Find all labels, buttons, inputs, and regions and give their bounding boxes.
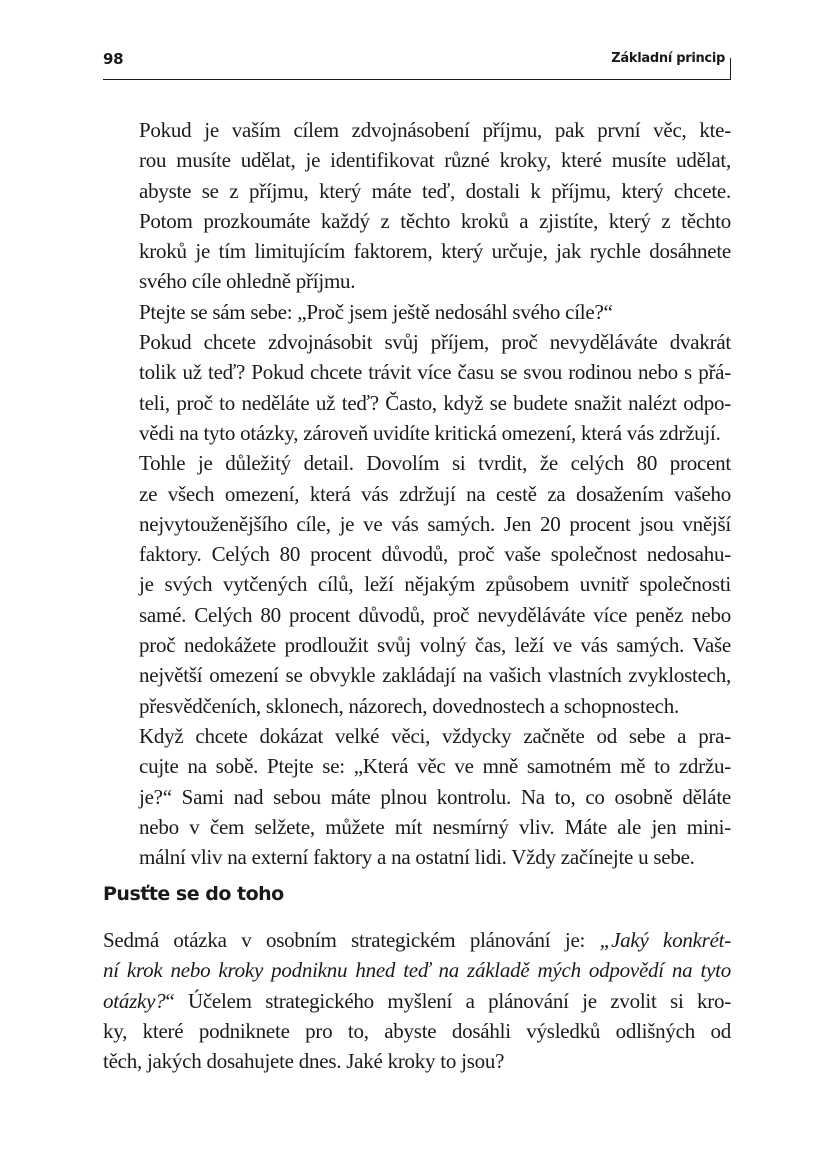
- header-corner-rule: [730, 58, 731, 80]
- running-title: Základní princip: [611, 51, 725, 66]
- text-line: svého cíle ohledně příjmu.: [139, 269, 356, 294]
- body-paragraph: [103, 297, 731, 327]
- text-line: [103, 955, 731, 985]
- text-line: nebo v čem selžete, můžete mít nesmírný vliv. Máte ale jen mini-: [139, 814, 731, 839]
- body-text: [103, 115, 731, 872]
- text-line: abyste se z příjmu, který máte teď, dostali k příjmu, který chcete.: [139, 178, 731, 203]
- italic-question: ní krok nebo kroky podniknu hned teď na základě mých odpovědí na tyto: [103, 958, 731, 983]
- section-heading: Pusťte se do toho: [103, 883, 284, 905]
- text-line: Pokud je vaším cílem zdvojnásobení příjmu, pak první věc, kte-: [139, 118, 731, 142]
- text-line: proč nedokážete prodloužit svůj volný čas, leží ve vás samých. Vaše: [139, 633, 731, 658]
- text-line: Pokud chcete zdvojnásobit svůj příjem, proč nevyděláváte dvakrát: [139, 330, 731, 355]
- text-line: Tohle je důležitý detail. Dovolím si tvrdit, že celých 80 procent: [139, 451, 731, 476]
- text-line: mální vliv na externí faktory a na ostatní lidi. Vždy začínejte u sebe.: [139, 845, 695, 870]
- text-line: [103, 986, 731, 1016]
- text-line: Ptejte se sám sebe: „Proč jsem ještě nedosáhl svého cíle?“: [139, 299, 613, 324]
- text-line: Potom prozkoumáte každý z těchto kroků a zjistíte, který z těchto: [139, 208, 731, 233]
- text-line: nejvytouženějšího cíle, je ve vás samých. Jen 20 procent jsou vnější: [139, 511, 731, 536]
- body-paragraph: [103, 327, 731, 448]
- text-line: ky, které podniknete pro to, abyste dosáhli výsledků odlišných od: [103, 1018, 731, 1043]
- text-line: je?“ Sami nad sebou máte plnou kontrolu. Na to, co osobně děláte: [139, 784, 731, 809]
- body-paragraph: [103, 115, 731, 297]
- text-line: vědi na tyto otázky, zároveň uvidíte kritická omezení, která vás zdržují.: [139, 420, 721, 445]
- section-paragraph: [103, 925, 731, 1076]
- text-run: Sedmá otázka v osobním strategickém plánování je:: [103, 928, 600, 952]
- text-line: ze všech omezení, která vás zdržují na cestě za dosažením vašeho: [139, 481, 731, 506]
- text-line: největší omezení se obvykle zakládají na vašich vlastních zvyklostech,: [139, 663, 731, 688]
- text-line: rou musíte udělat, je identifikovat různé kroky, které musíte udělat,: [139, 148, 731, 173]
- text-line: těch, jakých dosahujete dnes. Jaké kroky to jsou?: [103, 1049, 505, 1074]
- page-header: [103, 44, 731, 82]
- text-line: je svých vytčených cílů, leží nějakým způsobem uvnitř společnosti: [139, 572, 731, 597]
- italic-question: otázky?: [103, 988, 166, 1013]
- body-paragraph: [103, 448, 731, 721]
- text-line: kroků je tím limitujícím faktorem, který určuje, jak rychle dosáhnete: [139, 239, 731, 264]
- text-line: samé. Celých 80 procent důvodů, proč nevyděláváte více peněz nebo: [139, 602, 731, 627]
- text-line: [103, 925, 731, 955]
- text-run: “ Účelem strategického myšlení a plánování je zvolit si kro-: [165, 988, 731, 1013]
- text-line: Když chcete dokázat velké věci, vždycky začněte od sebe a pra-: [139, 723, 731, 748]
- text-line: přesvědčeních, sklonech, názorech, dovednostech a schopnostech.: [139, 693, 679, 718]
- italic-question: „Jaký konkrét-: [599, 928, 731, 952]
- text-line: faktory. Celých 80 procent důvodů, proč vaše společnost nedosahu-: [139, 542, 731, 567]
- section-text: [103, 925, 731, 1076]
- text-line: cujte na sobě. Ptejte se: „Která věc ve mně samotném mě to zdržu-: [139, 754, 731, 779]
- text-line: teli, proč to neděláte už teď? Často, když se budete snažit nalézt odpo-: [139, 390, 731, 415]
- page-number: 98: [103, 50, 124, 68]
- header-rule: [103, 79, 731, 80]
- body-paragraph: [103, 721, 731, 872]
- text-line: tolik už teď? Pokud chcete trávit více času se svou rodinou nebo s přá-: [139, 360, 731, 385]
